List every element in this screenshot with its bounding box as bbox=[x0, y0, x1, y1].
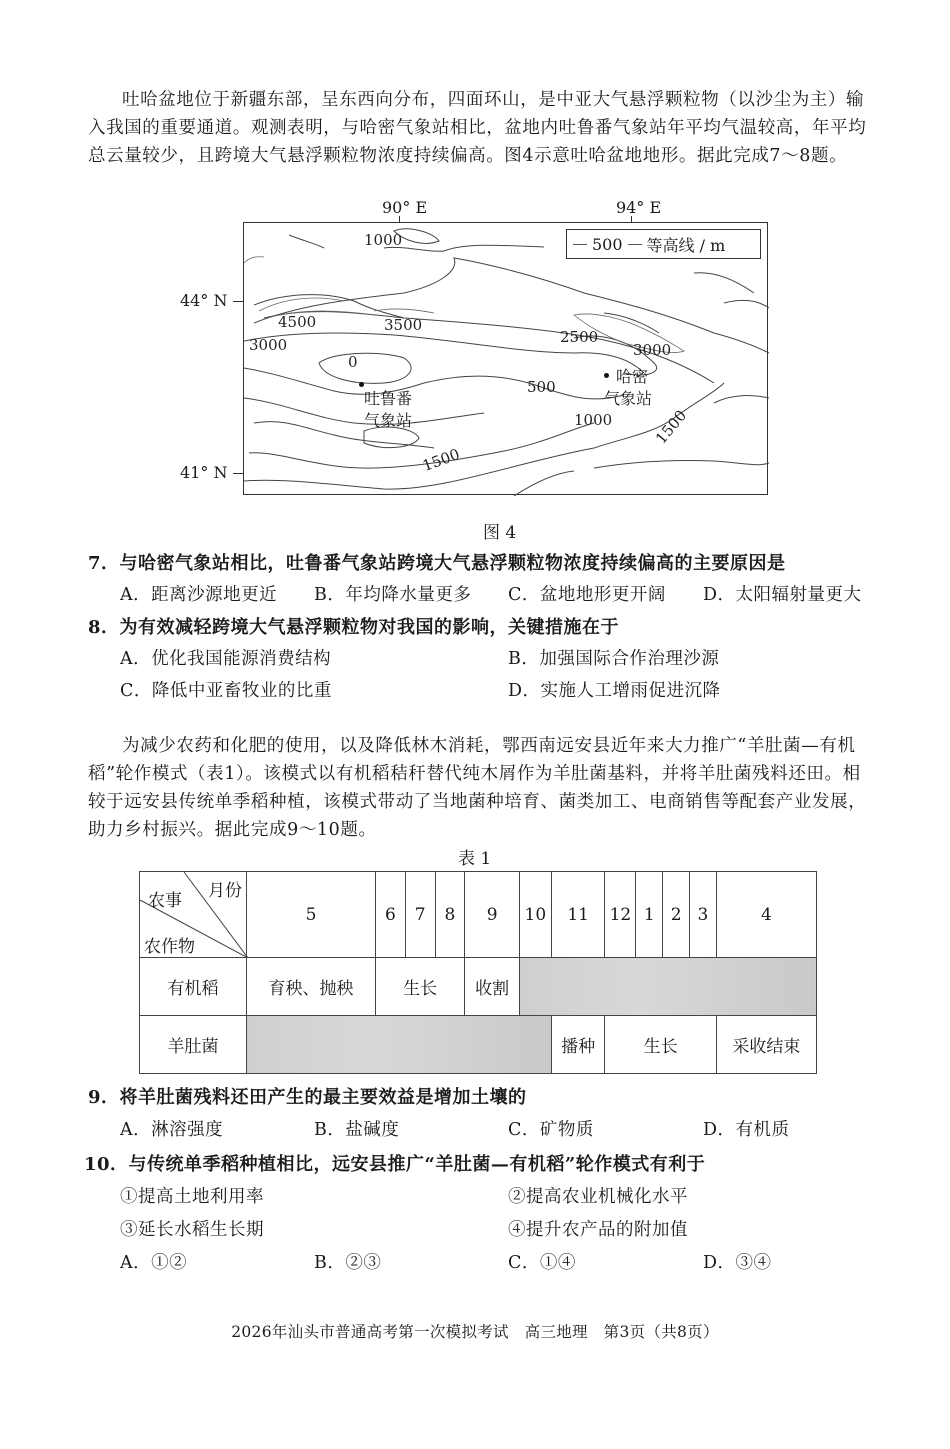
month-header-3: 3 bbox=[690, 872, 717, 958]
lat-label-44n: 44° N bbox=[180, 291, 228, 310]
contour-label-3000-east: 3000 bbox=[633, 341, 672, 359]
table-header-row bbox=[140, 872, 817, 958]
q8-option-a[interactable]: A．优化我国能源消费结构 bbox=[120, 649, 332, 669]
legend-label: 等高线 / m bbox=[646, 235, 726, 255]
lat-label-41n: 41° N bbox=[180, 463, 228, 482]
contour-legend bbox=[566, 229, 761, 259]
question-9-stem: 9．将羊肚菌残料还田产生的最主要效益是增加土壤的 bbox=[88, 1087, 527, 1108]
lat-tick-41n bbox=[233, 473, 243, 474]
contour-label-500: 500 bbox=[527, 378, 556, 396]
q10-statement-1: ①提高土地利用率 bbox=[120, 1187, 264, 1207]
month-header-11: 11 bbox=[551, 872, 605, 958]
morel-shaded-idle bbox=[247, 1016, 552, 1074]
month-header-2: 2 bbox=[663, 872, 690, 958]
question-10-stem: 10．与传统单季稻种植相比，远安县推广“羊肚菌—有机稻”轮作模式有利于 bbox=[84, 1154, 706, 1175]
rice-cell-seedling: 育秧、抛秧 bbox=[247, 958, 376, 1016]
q10-statement-2: ②提高农业机械化水平 bbox=[508, 1187, 688, 1207]
rice-cell-growth: 生长 bbox=[375, 958, 464, 1016]
month-header-12: 12 bbox=[605, 872, 636, 958]
q10-option-b[interactable]: B．②③ bbox=[314, 1253, 382, 1273]
lon-label-94e: 94° E bbox=[616, 198, 662, 217]
turpan-station-marker bbox=[359, 382, 364, 387]
month-header-8: 8 bbox=[435, 872, 465, 958]
rice-shaded-idle bbox=[519, 958, 816, 1016]
q9-option-c[interactable]: C．矿物质 bbox=[508, 1120, 594, 1140]
crop-rotation-table bbox=[139, 871, 817, 1074]
morel-cell-growth: 生长 bbox=[605, 1016, 716, 1074]
q10-option-a[interactable]: A．①② bbox=[120, 1253, 188, 1273]
corner-label-task: 农事 bbox=[148, 891, 182, 911]
q8-option-c[interactable]: C．降低中亚畜牧业的比重 bbox=[120, 681, 332, 701]
q10-statement-4: ④提升农产品的附加值 bbox=[508, 1220, 688, 1240]
contour-label-1000: 1000 bbox=[364, 231, 403, 249]
passage-intro-7-8: 吐哈盆地位于新疆东部，呈东西向分布，四面环山，是中亚大气悬浮颗粒物（以沙尘为主）输入我国的重要通道。观测表明，与哈密气象站相比，盆地内吐鲁番气象站年平均气温较高，年平均总云量较少，且跨境大气悬浮颗粒物浓度持续偏高。图4示意吐哈盆地地形。据此完成7～8题。 bbox=[88, 90, 867, 166]
table-row-morel bbox=[140, 1016, 817, 1074]
contour-lines bbox=[244, 223, 769, 496]
legend-line-icon bbox=[573, 244, 587, 245]
q7-option-d[interactable]: D．太阳辐射量更大 bbox=[703, 585, 862, 605]
contour-label-0: 0 bbox=[348, 353, 358, 371]
contour-label-2500: 2500 bbox=[560, 328, 599, 346]
q8-option-d[interactable]: D．实施人工增雨促进沉降 bbox=[508, 681, 721, 701]
page-footer: 2026年汕头市普通高考第一次模拟考试 高三地理 第3页（共8页） bbox=[231, 1323, 719, 1341]
month-header-4: 4 bbox=[716, 872, 816, 958]
corner-label-crop: 农作物 bbox=[144, 937, 195, 957]
q8-option-b[interactable]: B．加强国际合作治理沙源 bbox=[508, 649, 720, 669]
legend-line-icon bbox=[628, 244, 642, 245]
month-header-5: 5 bbox=[247, 872, 376, 958]
q7-option-b[interactable]: B．年均降水量更多 bbox=[314, 585, 472, 605]
month-header-9: 9 bbox=[465, 872, 520, 958]
table-row-rice bbox=[140, 958, 817, 1016]
crop-name-morel: 羊肚菌 bbox=[140, 1016, 247, 1074]
hami-station-label: 哈密 气象站 bbox=[604, 367, 653, 408]
contour-label-4500: 4500 bbox=[278, 313, 317, 331]
q10-option-c[interactable]: C．①④ bbox=[508, 1253, 576, 1273]
legend-value: 500 bbox=[592, 234, 623, 254]
contour-label-1500-se: 1500 bbox=[651, 406, 691, 448]
figure-caption: 图 4 bbox=[483, 523, 517, 543]
hami-station-marker bbox=[604, 373, 609, 378]
question-8-stem: 8．为有效减轻跨境大气悬浮颗粒物对我国的影响，关键措施在于 bbox=[88, 617, 620, 638]
q7-option-c[interactable]: C．盆地地形更开阔 bbox=[508, 585, 666, 605]
turpan-station-label: 吐鲁番 气象站 bbox=[364, 389, 413, 430]
contour-label-3000-west: 3000 bbox=[249, 336, 288, 354]
morel-cell-harvest-end: 采收结束 bbox=[716, 1016, 816, 1074]
q10-statement-3: ③延长水稻生长期 bbox=[120, 1220, 264, 1240]
rice-cell-harvest: 收割 bbox=[465, 958, 520, 1016]
q7-option-a[interactable]: A．距离沙源地更近 bbox=[120, 585, 278, 605]
table-caption: 表 1 bbox=[458, 849, 492, 869]
contour-label-3500: 3500 bbox=[384, 316, 423, 334]
lon-label-90e: 90° E bbox=[382, 198, 428, 217]
passage-intro-9-10: 为减少农药和化肥的使用，以及降低林木消耗，鄂西南远安县近年来大力推广“羊肚菌—有机稻”轮作模式（表1）。该模式以有机稻秸秆替代纯木屑作为羊肚菌基料，并将羊肚菌残料还田。相较于远安县传统单季稻种植，该模式带动了当地菌种培育、菌类加工、电商销售等配套产业发展，助力乡村振兴。据此完成9～10题。 bbox=[88, 736, 867, 840]
q9-option-b[interactable]: B．盐碱度 bbox=[314, 1120, 400, 1140]
crop-name-rice: 有机稻 bbox=[140, 958, 247, 1016]
month-header-10: 10 bbox=[519, 872, 551, 958]
lat-tick-44n bbox=[233, 301, 243, 302]
month-header-7: 7 bbox=[405, 872, 435, 958]
contour-label-1000-south: 1000 bbox=[574, 411, 613, 429]
contour-map bbox=[243, 222, 768, 495]
corner-label-month: 月份 bbox=[208, 881, 242, 901]
month-header-1: 1 bbox=[636, 872, 663, 958]
q10-option-d[interactable]: D．③④ bbox=[703, 1253, 772, 1273]
table-corner-cell bbox=[140, 872, 247, 958]
contour-label-1500-sw: 1500 bbox=[420, 445, 463, 475]
month-header-6: 6 bbox=[375, 872, 405, 958]
q9-option-d[interactable]: D．有机质 bbox=[703, 1120, 790, 1140]
question-7-stem: 7．与哈密气象站相比，吐鲁番气象站跨境大气悬浮颗粒物浓度持续偏高的主要原因是 bbox=[88, 553, 786, 574]
q9-option-a[interactable]: A．淋溶强度 bbox=[120, 1120, 224, 1140]
morel-cell-sowing: 播种 bbox=[551, 1016, 605, 1074]
